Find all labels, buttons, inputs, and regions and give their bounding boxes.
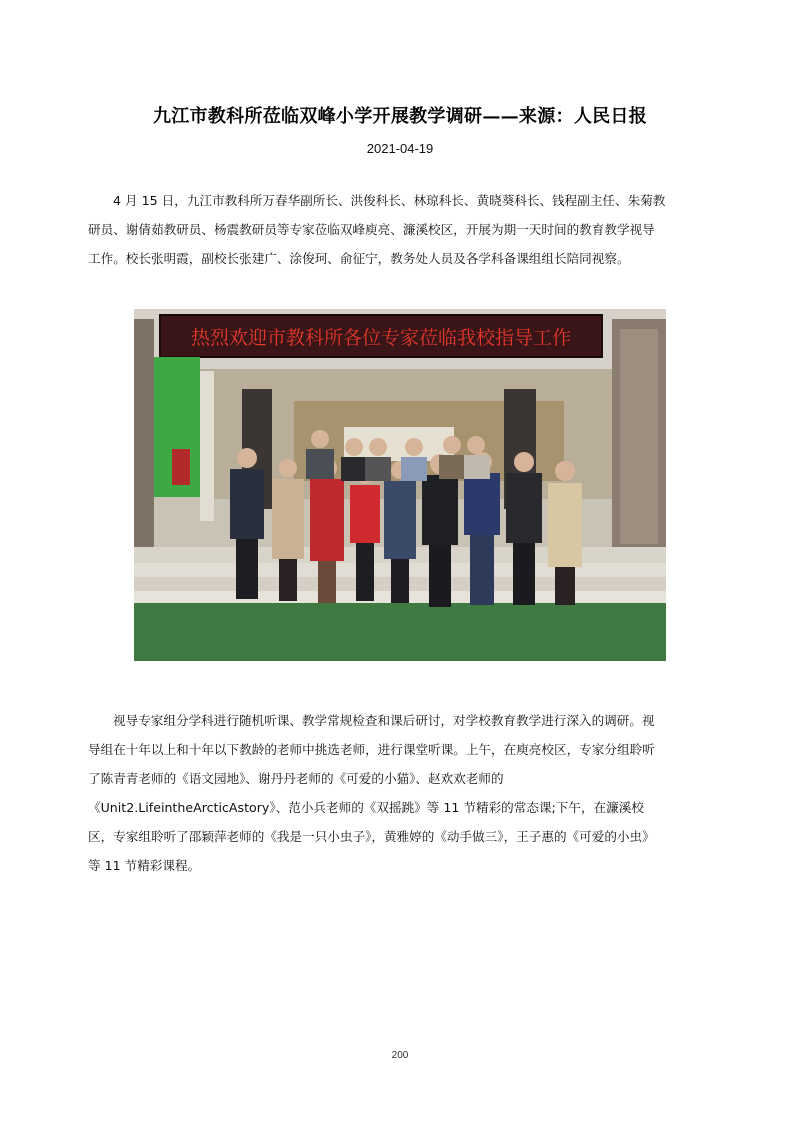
paragraph-intro — [88, 186, 722, 273]
paragraph-line: 等 11 节精彩课程。 — [88, 858, 201, 873]
paragraph-line: 区，专家组聆听了邵颖萍老师的《我是一只小虫子》，黄雅婷的《动手做三》，王子惠的《可爱的小虫》 — [88, 829, 655, 844]
paragraph-line: 导组在十年以上和十年以下教龄的老师中挑选老师，进行课堂听课。上午，在庾亮校区，专家分组聆听 — [88, 742, 655, 757]
welcome-banner-text: 热烈欢迎市教科所各位专家莅临我校指导工作 — [190, 327, 572, 349]
paragraph-details — [88, 706, 722, 880]
paragraph-line: 4 月 15 日，九江市教科所万春华副所长、洪俊科长、林琼科长、黄晓葵科长、钱程副主任、朱菊教 — [113, 193, 666, 208]
group-photo — [134, 309, 666, 661]
paragraph-line: 研员、谢倩茹教研员、杨震教研员等专家莅临双峰庾亮、濂溪校区，开展为期一天时间的教育教学视导 — [88, 222, 655, 237]
page-number: 200 — [391, 1050, 409, 1061]
paragraph-line: 了陈青青老师的《语文园地》、谢丹丹老师的《可爱的小猫》、赵欢欢老师的 — [88, 771, 504, 786]
paragraph-line: 《Unit2.LifeintheArcticAstory》、范小兵老师的《双摇跳》等 11 节精彩的常态课;下午，在濂溪校 — [88, 800, 644, 815]
paragraph-line: 工作。校长张明霞，副校长张建广、涂俊珂、俞征宁，教务处人员及各学科备课组组长陪同视察。 — [88, 251, 630, 266]
paragraph-line: 视导专家组分学科进行随机听课、教学常规检查和课后研讨，对学校教育教学进行深入的调研。视 — [113, 713, 655, 728]
article-title: 九江市教科所莅临双峰小学开展教学调研——来源：人民日报 — [152, 106, 648, 127]
article-date: 2021-04-19 — [366, 141, 434, 156]
